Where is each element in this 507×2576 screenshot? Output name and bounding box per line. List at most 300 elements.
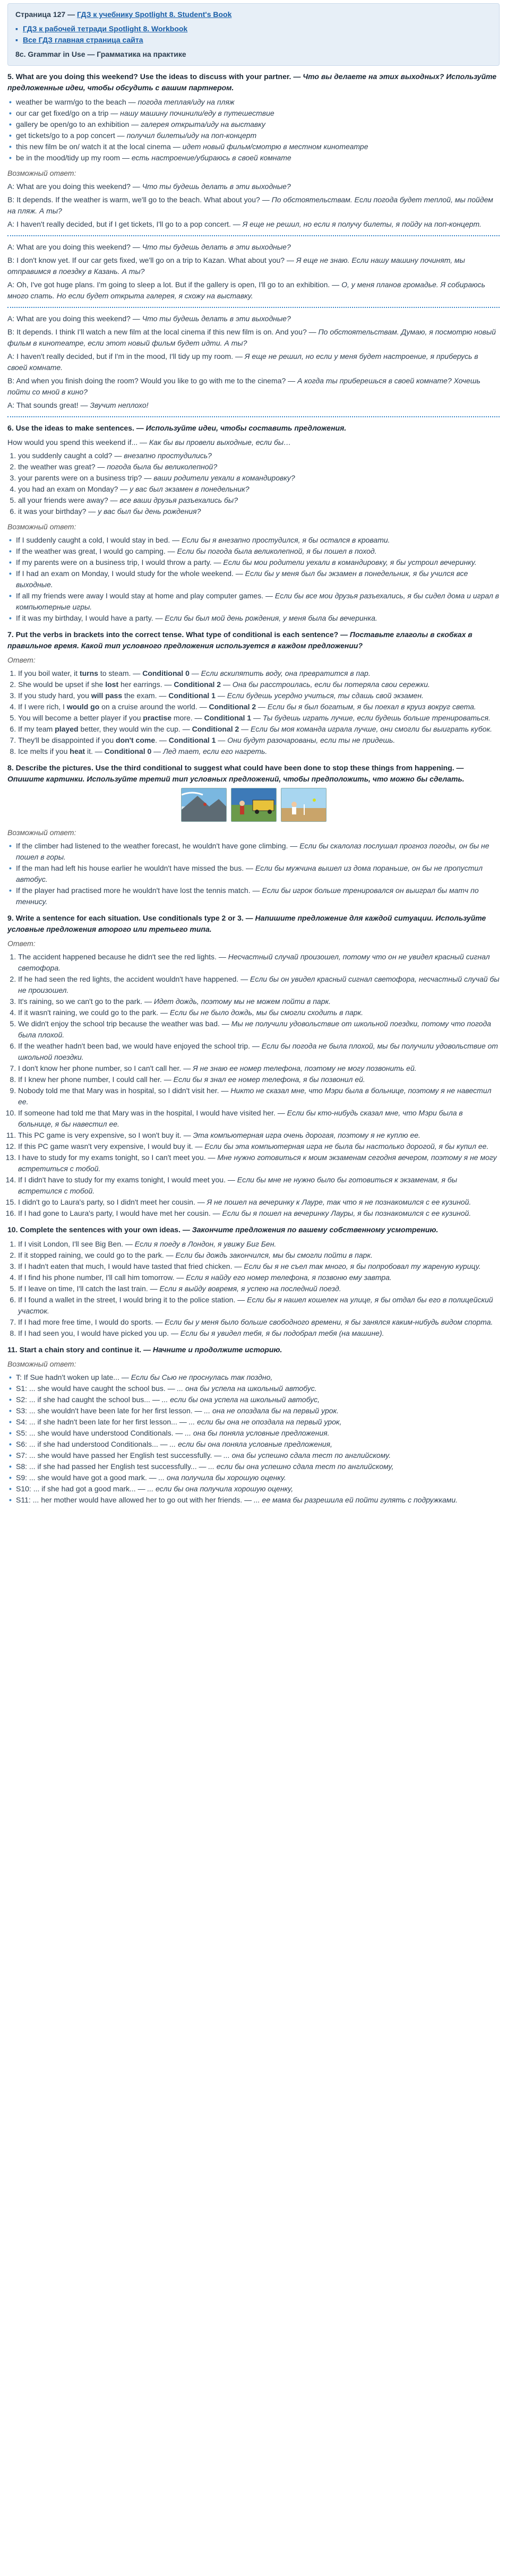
sentence-part: Conditional 1 xyxy=(168,691,216,700)
exercise-title-en: 11. Start a chain story and continue it. xyxy=(7,1345,142,1354)
sentence-part: Conditional 2 xyxy=(174,680,221,689)
list-item: • If I suddenly caught a cold, I would stay in bed. — Если бы я внезапно простудился, я бы остался в кровати. xyxy=(7,535,500,546)
list-item-ru: Если бы эта компьютерная игра не была бы настолько дорогой, я бы купил ее. xyxy=(204,1142,489,1150)
list-item-en: T: If Sue hadn't woken up late... xyxy=(16,1373,119,1381)
list-item-ru: галерея открыта/иду на выставку xyxy=(141,120,265,128)
dialogue-line: A: What are you doing this weekend? — Что ты будешь делать в эти выходные? xyxy=(7,182,291,191)
sentence-part: on a cruise around the world. xyxy=(99,702,197,711)
sentence-part: played xyxy=(55,725,79,733)
list-item: 3. your parents were on a business trip? — ваши родители уехали в командировку? xyxy=(18,473,500,484)
list-item-ru: все ваши друзья разъехались бы? xyxy=(119,496,238,504)
list-item-ru: Если бы я не съел так много, я бы попробовал ту жареную курицу. xyxy=(244,1262,481,1270)
list-item-en: If the player had practised more he wouldn't have lost the tennis match. xyxy=(16,886,251,895)
list-item-ru: Несчастный случай произошел, потому что он не увидел красный сигнал светофора. xyxy=(18,952,490,972)
list-item xyxy=(18,724,500,735)
sentence-part: Conditional 0 xyxy=(142,669,190,677)
list-item-en: S11: ... her mother would have allowed her to go out with her friends. xyxy=(16,1496,243,1504)
list-item-en: If the climber had listened to the weather forecast, he wouldn't have gone climbing. xyxy=(16,842,288,850)
list-item-en: If I had gone to Laura's party, I would have met her cousin. xyxy=(18,1209,211,1217)
workbook-link[interactable]: ГДЗ к рабочей тетради Spotlight 8. Workbook xyxy=(23,24,188,33)
list-item-ru: Мне нужно готовиться к моим экзаменам сегодня вечером, поэтому я не могу встретиться с тобой. xyxy=(18,1153,497,1173)
list-item: 8. If I knew her phone number, I could call her. — Если бы я знал ее номер телефона, я бы позвонил ей. xyxy=(18,1074,500,1085)
ex11-title xyxy=(7,1344,500,1355)
dialogue-line: B: It depends. I think I'll watch a new film at the local cinema if this new film is on. And you? — По обстоятельствам. Думаю, я посмотрю новый фильм в кинотеатре, если этот новый фильм будет идти. А ты? xyxy=(7,328,496,347)
nav-box xyxy=(7,3,500,66)
list-item-en: The accident happened because he didn't see the red lights. xyxy=(18,952,217,961)
list-item-ru: получил билеты/иду на поп-концерт xyxy=(126,131,257,140)
list-item-en: S4: ... if she hadn't been late for her first lesson... xyxy=(16,1418,177,1426)
list-item: • If it was my birthday, I would have a party. — Если бы был мой день рождения, у меня была бы вечеринка. xyxy=(7,613,500,624)
list-item-ru: Если я выйду вовремя, я успею на последний поезд. xyxy=(159,1284,341,1293)
list-item-en: S9: ... she would have got a good mark. xyxy=(16,1473,147,1482)
picture-1 xyxy=(181,788,227,822)
dialogue xyxy=(7,313,500,411)
page-header xyxy=(15,9,492,20)
dialogue-line-ru: О, у меня планов громадье. Я собираюсь много спать. Но если будет открыта галерея, я схожу на выставку. xyxy=(7,280,486,300)
exercise-title-en: 10. Complete the sentences with your own ideas. xyxy=(7,1225,181,1234)
list-item-ru: ... если бы она не опоздала на первый урок, xyxy=(188,1418,342,1426)
list-item: • be in the mood/tidy up my room — есть настроение/убираюсь в своей комнате xyxy=(7,152,500,164)
item-list xyxy=(18,951,500,1219)
dialogue xyxy=(7,181,500,230)
dialogue-line-ru: Я еще не решил, но если у меня будет настроение, я приберусь в своей комнате. xyxy=(7,352,478,372)
sentence-part: would go xyxy=(66,702,100,711)
list-item: 4. If I find his phone number, I'll call him tomorrow. — Если я найду его номер телефона, я позвоню ему завтра. xyxy=(18,1272,500,1283)
list-item-en: I don't know her phone number, so I can't call her. xyxy=(18,1064,182,1072)
list-item-ru: Если бы погода была великолепной, я бы пошел в поход. xyxy=(177,547,377,555)
sentence-part: If you study hard, you xyxy=(18,691,91,700)
list-item xyxy=(18,746,500,757)
ex10-title xyxy=(7,1224,500,1235)
list-item-en: Nobody told me that Mary was in hospital, so I didn't visit her. xyxy=(18,1086,219,1095)
pictures xyxy=(7,788,500,822)
sentence-part: — xyxy=(131,669,143,677)
list-item: 14. If I didn't have to study for my exams tonight, I would meet you. — Если бы мне не нужно было бы готовиться к экзаменам, я бы встретился с тобой. xyxy=(18,1174,500,1197)
dialogue-line-en: A: Oh, I've got huge plans. I'm going to sleep a lot. But if the gallery is open, I'll go to an exhibition. xyxy=(7,280,330,289)
list-item-en: If all my friends were away I would stay at home and play computer games. xyxy=(16,591,264,600)
list-item-ru: идет новый фильм/смотрю в местном кинотеатре xyxy=(182,142,368,151)
list-item-en: We didn't enjoy the school trip because the weather was bad. xyxy=(18,1019,220,1028)
dialogue-line-ru: Что ты будешь делать в эти выходные? xyxy=(142,314,291,323)
list-item: • this new film be on/ watch it at the local cinema — идет новый фильм/смотрю в местном кинотеатре xyxy=(7,141,500,152)
list-item xyxy=(18,701,500,712)
sentence-part: — Если будешь усердно учиться, ты сдашь свой экзамен. xyxy=(215,691,424,700)
list-item xyxy=(18,690,500,701)
list-item-ru: погода теплая/иду на пляж xyxy=(138,98,235,106)
list-item-ru: погода была бы великолепной? xyxy=(107,462,218,471)
dialogue-line-en: A: I haven't really decided, but if I'm in the mood, I'll tidy up my room. xyxy=(7,352,234,360)
sentence-part: to steam. xyxy=(98,669,131,677)
list-item: • our car get fixed/go on a trip — нашу машину починили/еду в путешествие xyxy=(7,108,500,119)
sentence-part: — xyxy=(192,714,204,722)
sentence-part: Conditional 0 xyxy=(104,747,152,755)
list-item: 2. the weather was great? — погода была бы великолепной? xyxy=(18,461,500,473)
list-item-en: our car get fixed/go on a trip xyxy=(16,109,109,117)
list-item-ru: ... если бы она поняла условные предложения, xyxy=(169,1440,332,1448)
item-list xyxy=(18,450,500,517)
exercise-title-en: 8. Describe the pictures. Use the third conditional to suggest what could have been done to stop these things from happening. xyxy=(7,763,454,772)
section-title: 8c. Grammar in Use — Грамматика на практике xyxy=(15,50,186,58)
list-item-ru: Если бы скалолаз послушал прогноз погоды, он бы не пошел в горы. xyxy=(16,842,489,861)
list-item: • If the climber had listened to the weather forecast, he wouldn't have gone climbing. — Если бы скалолаз послушал прогноз погоды, он бы не пошел в горы. xyxy=(7,840,500,863)
list-item-en: If I had seen you, I would have picked you up. xyxy=(18,1329,169,1337)
list-item: 6. If the weather hadn't been bad, we would have enjoyed the school trip. — Если бы погода не была плохой, мы бы получили удовольствие от школьной поездки. xyxy=(18,1041,500,1063)
nav-link-item xyxy=(15,23,492,35)
list-item: 1. The accident happened because he didn't see the red lights. — Несчастный случай произошел, потому что он не увидел красный сигнал светофора. xyxy=(18,951,500,974)
ex9-title xyxy=(7,913,500,935)
ex6-title xyxy=(7,423,500,434)
list-item: 3. If I hadn't eaten that much, I would have tasted that fried chicken. — Если бы я не съел так много, я бы попробовал ту жареную курицу. xyxy=(18,1261,500,1272)
list-item: 5. all your friends were away? — все ваши друзья разъехались бы? xyxy=(18,495,500,506)
list-item-ru: Мы не получили удовольствие от школьной поездки, потому что погода была плохой. xyxy=(18,1019,492,1039)
list-item-en: your parents were on a business trip? xyxy=(18,474,142,482)
list-item: • T: If Sue hadn't woken up late... — Если бы Сью не проснулась так поздно, xyxy=(7,1372,500,1383)
sentence-part: — xyxy=(92,747,105,755)
gdz-book-link[interactable]: ГДЗ к учебнику Spotlight 8. Student's Book xyxy=(76,10,232,19)
list-item: • If the weather was great, I would go camping. — Если бы погода была великолепной, я бы пошел в поход. xyxy=(7,546,500,557)
sentence-part: — Она бы расстроилась, если бы потеряла свои сережки. xyxy=(221,680,430,689)
picture-drawing xyxy=(182,788,227,822)
list-item-ru: Никто не сказал мне, что Мэри была в больнице, поэтому я не навестил ее. xyxy=(18,1086,492,1106)
list-item-ru: ... она бы успешно сдала тест по английскому. xyxy=(224,1451,391,1459)
dialogue-line: B: It depends. If the weather is warm, we'll go to the beach. What about you? — По обстоятельствам. Если погода будет теплой, мы пойдем на пляж. А ты? xyxy=(7,195,493,215)
sentence-part: will pass xyxy=(91,691,123,700)
sentence-part: her earrings. xyxy=(118,680,162,689)
list-item-en: If I had an exam on Monday, I would study for the whole weekend. xyxy=(16,569,234,578)
list-item: • S1: ... she would have caught the school bus. — ... она бы успела на школьный автобус. xyxy=(7,1383,500,1394)
list-item-en: If I had more free time, I would do sports. xyxy=(18,1318,153,1326)
list-item-ru: Если бы погода не была плохой, мы бы получили удовольствие от школьной поездки. xyxy=(18,1042,499,1061)
picture-2 xyxy=(231,788,277,822)
sentence-part: don't come xyxy=(116,736,156,744)
sentence-part: — Если вскипятить воду, она превратится в пар. xyxy=(189,669,371,677)
dialogue-line-en: A: What are you doing this weekend? xyxy=(7,243,131,251)
list-item xyxy=(18,712,500,724)
dialogue-line: A: What are you doing this weekend? — Что ты будешь делать в эти выходные? xyxy=(7,243,291,251)
list-item: • S7: ... she would have passed her English test successfully. — ... она бы успешно сдала тест по английскому. xyxy=(7,1450,500,1461)
list-item-en: gallery be open/go to an exhibition xyxy=(16,120,130,128)
list-item-ru: Если я найду его номер телефона, я позвоню ему завтра. xyxy=(186,1273,392,1282)
list-item-ru: у вас был бы день рождения? xyxy=(98,507,201,516)
sentence-part: — xyxy=(197,702,209,711)
list-item: 7. I don't know her phone number, so I can't call her. — Я не знаю ее номер телефона, поэтому не могу позвонить ей. xyxy=(18,1063,500,1074)
list-item-ru: Если бы мне не нужно было бы готовиться к экзаменам, я бы встретился с тобой. xyxy=(18,1175,458,1195)
list-item-en: If I suddenly caught a cold, I would stay in bed. xyxy=(16,536,170,544)
list-item-ru: Если бы дождь закончился, мы бы смогли пойти в парк. xyxy=(175,1251,373,1259)
dialogue-line: B: And when you finish doing the room? Would you like to go with me to the cinema? — А когда ты приберешься в своей комнате? Хочешь пойти со мной в кино? xyxy=(7,376,480,396)
list-item: • weather be warm/go to the beach — погода теплая/иду на пляж xyxy=(7,97,500,108)
home-link[interactable]: Все ГДЗ главная страница сайта xyxy=(23,36,143,44)
list-item-ru: ... она получила бы хорошую оценку. xyxy=(158,1473,286,1482)
dialogue-line-ru: Я еще не знаю. Если нашу машину починят, мы отправимся в поездку в Казань. А ты? xyxy=(7,256,465,276)
ex8-title xyxy=(7,762,500,785)
sentence-part: If my team xyxy=(18,725,55,733)
list-item: 6. If I found a wallet in the street, I would bring it to the police station. — Если бы я нашел кошелек на улице, я бы отдал бы его в полицейский участок. xyxy=(18,1294,500,1317)
exercise-title-ru: — Поставьте глаголы в скобках в правильное время. Какой тип условного предложения используется в каждом предложении? xyxy=(7,630,472,650)
list-item-en: S5: ... she would have understood Conditionals. xyxy=(16,1429,174,1437)
list-item: • If the player had practised more he wouldn't have lost the tennis match. — Если бы игрок больше тренировался он выиграл бы матч по теннису. xyxy=(7,885,500,907)
sentence-part: the exam. xyxy=(122,691,157,700)
exercise-title-ru: — Что вы делаете на этих выходных? Используйте предложенные идеи, чтобы обсудить с вашим партнером. xyxy=(7,72,497,92)
list-item-en: S8: ... if she had passed her English test successfully... xyxy=(16,1462,197,1471)
list-item-en: I didn't go to Laura's party, so I didn't meet her cousin. xyxy=(18,1198,195,1206)
list-item-en: it was your birthday? xyxy=(18,507,87,516)
page-label: Страница 127 — xyxy=(15,10,75,19)
dotted-separator xyxy=(7,235,500,236)
list-item-en: S1: ... she would have caught the school bus. xyxy=(16,1384,166,1393)
sentence-part: — xyxy=(180,725,192,733)
item-list xyxy=(18,1239,500,1339)
dialogue-line-en: A: What are you doing this weekend? xyxy=(7,314,131,323)
ex5-title xyxy=(7,71,500,93)
dialogue-line: A: I haven't really decided, but if I'm in the mood, I'll tidy up my room. — Я еще не решил, но если у меня будет настроение, я приберусь в своей комнате. xyxy=(7,352,478,372)
conditional-list xyxy=(18,668,500,757)
list-item-ru: Если бы мои родители уехали в командировку, я бы устроил вечеринку. xyxy=(223,558,477,566)
list-item-ru: внезапно простудились? xyxy=(124,451,212,460)
list-item: 4. If it wasn't raining, we could go to the park. — Если бы не было дождь, мы бы смогли сходить в парк. xyxy=(18,1007,500,1018)
dotted-separator xyxy=(7,307,500,308)
dialogue-line-en: A: What are you doing this weekend? xyxy=(7,182,131,191)
dialogue-line-en: A: I haven't really decided, but if I get tickets, I'll go to a pop concert. xyxy=(7,220,231,228)
dialogue-line: A: What are you doing this weekend? — Что ты будешь делать в эти выходные? xyxy=(7,314,291,323)
dotted-separator xyxy=(7,416,500,417)
list-item: 4. you had an exam on Monday? — у вас был экзамен в понедельник? xyxy=(18,484,500,495)
question-en: How would you spend this weekend if... xyxy=(7,438,138,446)
list-item: 10. If someone had told me that Mary was in the hospital, I would have visited her. — Если бы кто-нибудь сказал мне, что Мэри была в больнице, я бы навестил ее. xyxy=(18,1107,500,1130)
dialogue-line-ru: По обстоятельствам. Если погода будет теплой, мы пойдем на пляж. А ты? xyxy=(7,195,493,215)
sentence-part: She would be upset if she xyxy=(18,680,106,689)
question xyxy=(7,437,500,448)
list-item-en: If it stopped raining, we could go to the park. xyxy=(18,1251,164,1259)
list-item-ru: Если бы я пошел на вечеринку Лауры, я бы познакомился с ее кузиной. xyxy=(222,1209,471,1217)
dialogue-line-en: A: That sounds great! xyxy=(7,401,79,409)
sentence-part: — xyxy=(157,691,169,700)
list-item: 7. If I had more free time, I would do sports. — Если бы у меня было больше свободного времени, я бы занялся каким-нибудь видом спорта. xyxy=(18,1317,500,1328)
dialogue xyxy=(7,242,500,302)
list-item-en: If I find his phone number, I'll call him tomorrow. xyxy=(18,1273,175,1282)
list-item-ru: Если бы у меня было больше свободного времени, я бы занялся каким-нибудь видом спорта. xyxy=(165,1318,493,1326)
list-item-en: If I found a wallet in the street, I would bring it to the police station. xyxy=(18,1295,236,1304)
list-item: • S11: ... her mother would have allowed her to go out with her friends. — ... ее мама бы разрешила ей пойти гулять с подружками. xyxy=(7,1495,500,1506)
sentence-part: Conditional 2 xyxy=(192,725,239,733)
exercise-title-ru: — Напишите предложение для каждой ситуации. Используйте условные предложения второго или третьего типа. xyxy=(7,914,486,933)
list-item-en: S10: ... if she had got a good mark... xyxy=(16,1484,136,1493)
list-item: 16. If I had gone to Laura's party, I would have met her cousin. — Если бы я пошел на вечеринку Лауры, я бы познакомился с ее кузиной. xyxy=(18,1208,500,1219)
list-item-en: If I leave on time, I'll catch the last train. xyxy=(18,1284,148,1293)
list-item: • S5: ... she would have understood Conditionals. — ... она бы поняла условные предложения. xyxy=(7,1428,500,1439)
list-item-ru: Если бы игрок больше тренировался он выиграл бы матч по теннису. xyxy=(16,886,479,906)
list-item-ru: ... если бы она успела на школьный автобус, xyxy=(161,1395,320,1404)
list-item: • If my parents were on a business trip, I would throw a party. — Если бы мои родители уехали в командировку, я бы устроил вечеринку. xyxy=(7,557,500,568)
list-item-en: If it wasn't raining, we could go to the park. xyxy=(18,1008,159,1017)
list-item: • S10: ... if she had got a good mark... — ... если бы она получила хорошую оценку, xyxy=(7,1483,500,1495)
sentence-part: — Ты будешь играть лучше, если будешь больше тренироваться. xyxy=(251,714,491,722)
sentence-part: Conditional 1 xyxy=(204,714,252,722)
sentence-part: They'll be disappointed if you xyxy=(18,736,116,744)
list-item-en: get tickets/go to a pop concert xyxy=(16,131,115,140)
list-item-en: S2: ... if she had caught the school bus... xyxy=(16,1395,150,1404)
list-item-ru: Я не пошел на вечеринку к Лауре, так что я не познакомился с ее кузиной. xyxy=(207,1198,471,1206)
list-item-en: S7: ... she would have passed her English test successfully. xyxy=(16,1451,212,1459)
list-item: • S9: ... she would have got a good mark. — ... она получила бы хорошую оценку. xyxy=(7,1472,500,1483)
list-item: • S3: ... she wouldn't have been late for her first lesson. — ... она не опоздала бы на первый урок. xyxy=(7,1405,500,1416)
sentence-part: heat xyxy=(70,747,85,755)
list-item-en: This PC game is very expensive, so I won't buy it. xyxy=(18,1131,182,1139)
list-item xyxy=(18,668,500,679)
sentence-part: — Если бы я был богатым, я бы поехал в круиз вокруг света. xyxy=(256,702,476,711)
dialogue-line: A: That sounds great! — Звучит неплохо! xyxy=(7,401,149,409)
ex7-title xyxy=(7,629,500,651)
picture-3 xyxy=(281,788,326,822)
list-item-ru: Если я поеду в Лондон, я увижу Биг Бен. xyxy=(134,1240,277,1248)
sentence-part: . xyxy=(155,736,158,744)
exercise-title-en: 7. Put the verbs in brackets into the correct tense. What type of conditional is each sentence? xyxy=(7,630,339,639)
list-item-ru: Если бы Сью не проснулась так поздно, xyxy=(131,1373,273,1381)
exercise-title-ru: — Закончите предложения по вашему собственному усмотрению. xyxy=(182,1225,439,1234)
nav-links xyxy=(15,23,492,46)
sentence-part: You will become a better player if you xyxy=(18,714,143,722)
answer-label: Возможный ответ: xyxy=(7,828,76,837)
list-item-ru: Эта компьютерная игра очень дорогая, поэтому я не куплю ее. xyxy=(193,1131,420,1139)
sentence-part: Ice melts if you xyxy=(18,747,70,755)
sentence-part: — xyxy=(157,736,169,744)
list-item-ru: Если бы я увидел тебя, я бы подобрал тебя (на машине). xyxy=(180,1329,384,1337)
dialogue-line-en: B: It depends. I think I'll watch a new film at the local cinema if this new film is on. And you? xyxy=(7,328,307,336)
list-item: 5. If I leave on time, I'll catch the last train. — Если я выйду вовремя, я успею на последний поезд. xyxy=(18,1283,500,1294)
list-item-ru: ... она бы поняла условные предложения. xyxy=(185,1429,330,1437)
list-item-en: I have to study for my exams tonight, so I can't meet you. xyxy=(18,1153,206,1162)
sentence-part: If you boil water, it xyxy=(18,669,80,677)
list-item-en: If my parents were on a business trip, I would throw a party. xyxy=(16,558,212,566)
list-item-en: all your friends were away? xyxy=(18,496,108,504)
list-item-ru: нашу машину починили/еду в путешествие xyxy=(120,109,274,117)
list-item-ru: Если бы я знал ее номер телефона, я бы позвонил ей. xyxy=(173,1075,365,1084)
answer-label: Возможный ответ: xyxy=(7,1360,76,1368)
list-item-en: If I visit London, I'll see Big Ben. xyxy=(18,1240,124,1248)
dialogue-line-ru: Что ты будешь делать в эти выходные? xyxy=(142,243,291,251)
sentence-part: turns xyxy=(79,669,98,677)
list-item-ru: ... она бы успела на школьный автобус. xyxy=(177,1384,317,1393)
dialogue-line-ru: По обстоятельствам. Думаю, я посмотрю новый фильм в кинотеатре, если этот новый фильм будет идти. А ты? xyxy=(7,328,496,347)
list-item-ru: ... ее мама бы разрешила ей пойти гулять с подружками. xyxy=(253,1496,458,1504)
dialogue-line-ru: Я еще не решил, но если я получу билеты, я пойду на поп-концерт. xyxy=(242,220,482,228)
list-item-en: If he had seen the red lights, the accident wouldn't have happened. xyxy=(18,975,239,983)
list-item-ru: Если бы мужчина вышел из дома пораньше, он бы не пропустил автобус. xyxy=(16,864,483,883)
list-item-en: the weather was great? xyxy=(18,462,96,471)
list-item: 12. If this PC game wasn't very expensive, I would buy it. — Если бы эта компьютерная игра не была бы настолько дорогой, я бы купил ее. xyxy=(18,1141,500,1152)
list-item-en: this new film be on/ watch it at the local cinema xyxy=(16,142,171,151)
list-item-ru: ... если бы она успешно сдала тест по английскому, xyxy=(208,1462,394,1471)
list-item: 6. it was your birthday? — у вас был бы день рождения? xyxy=(18,506,500,517)
list-item-en: If I hadn't eaten that much, I would have tasted that fried chicken. xyxy=(18,1262,233,1270)
list-item-ru: Если бы у меня был бы экзамен в понедельник, я бы учился все выходные. xyxy=(16,569,468,589)
list-item-ru: ... если бы она получила хорошую оценку, xyxy=(147,1484,294,1493)
nav-link-item xyxy=(15,35,492,46)
dialogue-line: A: Oh, I've got huge plans. I'm going to sleep a lot. But if the gallery is open, I'll go to an exhibition. — О, у меня планов громадье. Я собираюсь много спать. Но если будет открыта галерея, я схожу на выставку. xyxy=(7,280,486,300)
list-item: 1. If I visit London, I'll see Big Ben. — Если я поеду в Лондон, я увижу Биг Бен. xyxy=(18,1239,500,1250)
list-item-en: be in the mood/tidy up my room xyxy=(16,153,121,162)
list-item-en: S6: ... if she had understood Conditionals... xyxy=(16,1440,158,1448)
answer-label: Возможный ответ: xyxy=(7,522,76,531)
question-ru: — Как бы вы провели выходные, если бы… xyxy=(140,438,291,446)
list-item-ru: у вас был экзамен в понедельник? xyxy=(130,485,250,493)
exercise-title-en: 9. Write a sentence for each situation. Use conditionals type 2 or 3. xyxy=(7,914,244,922)
sentence-part: lost xyxy=(105,680,119,689)
list-item-en: you suddenly caught a cold? xyxy=(18,451,113,460)
sentence-part: more. xyxy=(171,714,193,722)
dialogue-line-ru: Звучит неплохо! xyxy=(90,401,149,409)
dialogue-line-en: B: And when you finish doing the room? Would you like to go with me to the cinema? xyxy=(7,376,286,385)
sentence-part: — Они будут разочарованы, если ты не придешь. xyxy=(216,736,396,744)
sentence-part: Conditional 1 xyxy=(168,736,216,744)
list-item: • gallery be open/go to an exhibition — галерея открыта/иду на выставку xyxy=(7,119,500,130)
list-item-en: If the weather hadn't been bad, we would have enjoyed the school trip. xyxy=(18,1042,250,1050)
picture-drawing xyxy=(231,788,277,822)
list-item: • S6: ... if she had understood Conditionals... — ... если бы она поняла условные предложения, xyxy=(7,1439,500,1450)
exercise-title-ru: — Используйте идеи, чтобы составить предложения. xyxy=(136,424,347,432)
item-list xyxy=(7,840,500,907)
list-item-ru: есть настроение/убираюсь в своей комнате xyxy=(131,153,291,162)
list-item-en: If the man had left his house earlier he wouldn't have missed the bus. xyxy=(16,864,244,872)
list-item: • S8: ... if she had passed her English test successfully... — ... если бы она успешно сдала тест по английскому, xyxy=(7,1461,500,1472)
sentence-part: practise xyxy=(143,714,171,722)
list-item: • S4: ... if she hadn't been late for her first lesson... — ... если бы она не опоздала на первый урок, xyxy=(7,1416,500,1428)
exercise-title-en: 6. Use the ideas to make sentences. xyxy=(7,424,134,432)
list-item: 2. If he had seen the red lights, the accident wouldn't have happened. — Если бы он увидел красный сигнал светофора, несчастный случай бы не произошел. xyxy=(18,974,500,996)
dialogue-line-en: B: It depends. If the weather is warm, we'll go to the beach. What about you? xyxy=(7,195,260,204)
list-item: • If I had an exam on Monday, I would study for the whole weekend. — Если бы у меня был бы экзамен в понедельник, я бы учился все выходные. xyxy=(7,568,500,590)
list-item: • get tickets/go to a pop concert — получил билеты/иду на поп-концерт xyxy=(7,130,500,141)
list-item-ru: Если бы все мои друзья разъехались, я бы сидел дома и играл в компьютерные игры. xyxy=(16,591,500,611)
list-item xyxy=(18,679,500,690)
sentence-part: — Лед тает, если его нагреть. xyxy=(151,747,268,755)
list-item-en: If it was my birthday, I would have a party. xyxy=(16,614,153,622)
answer-label: Ответ: xyxy=(7,939,36,948)
list-item-ru: Я не знаю ее номер телефона, поэтому не могу позвонить ей. xyxy=(193,1064,417,1072)
dialogue-line: B: I don't know yet. If our car gets fixed, we'll go on a trip to Kazan. What about you? — Я еще не знаю. Если нашу машину починят, мы отправимся в поездку в Казань. А ты? xyxy=(7,256,465,276)
sentence-part: Conditional 2 xyxy=(209,702,256,711)
item-list xyxy=(7,1372,500,1506)
answer-label: Ответ: xyxy=(7,656,36,664)
list-item-en: If the weather was great, I would go camping. xyxy=(16,547,166,555)
list-item-ru: Если бы был мой день рождения, у меня была бы вечеринка. xyxy=(165,614,377,622)
exercise-title-en: 5. What are you doing this weekend? Use the ideas to discuss with your partner. xyxy=(7,72,291,81)
list-item: 3. It's raining, so we can't go to the park. — Идет дождь, поэтому мы не можем пойти в парк. xyxy=(18,996,500,1007)
exercise-title-ru: — Начните и продолжите историю. xyxy=(143,1345,282,1354)
sentence-part: If I were rich, I xyxy=(18,702,67,711)
list-item-en: S3: ... she wouldn't have been late for her first lesson. xyxy=(16,1406,193,1415)
picture-drawing xyxy=(281,788,326,822)
content xyxy=(7,71,500,1506)
list-item-en: If I didn't have to study for my exams tonight, I would meet you. xyxy=(18,1175,226,1184)
list-item: 2. If it stopped raining, we could go to the park. — Если бы дождь закончился, мы бы смогли пойти в парк. xyxy=(18,1250,500,1261)
list-item: 1. you suddenly caught a cold? — внезапно простудились? xyxy=(18,450,500,461)
list-item-ru: Если бы кто-нибудь сказал мне, что Мэри была в больнице, я бы навестил ее. xyxy=(18,1109,463,1128)
answer-label: Возможный ответ: xyxy=(7,169,76,177)
list-item: 5. We didn't enjoy the school trip because the weather was bad. — Мы не получили удовольствие от школьной поездки, потому что погода была плохой. xyxy=(18,1018,500,1041)
list-item: 11. This PC game is very expensive, so I won't buy it. — Эта компьютерная игра очень дорогая, поэтому я не куплю ее. xyxy=(18,1130,500,1141)
list-item-en: If this PC game wasn't very expensive, I would buy it. xyxy=(18,1142,193,1150)
list-item-ru: ... она не опоздала бы на первый урок. xyxy=(204,1406,339,1415)
list-item-ru: Если бы я внезапно простудился, я бы остался в кровати. xyxy=(182,536,390,544)
list-item-ru: Идет дождь, поэтому мы не можем пойти в парк. xyxy=(153,997,331,1006)
list-item-en: you had an exam on Monday? xyxy=(18,485,118,493)
list-item: 13. I have to study for my exams tonight, so I can't meet you. — Мне нужно готовиться к моим экзаменам сегодня вечером, поэтому я не могу встретиться с тобой. xyxy=(18,1152,500,1174)
dialogue-line-ru: А когда ты приберешься в своей комнате? Хочешь пойти со мной в кино? xyxy=(7,376,480,396)
item-list xyxy=(7,535,500,624)
sentence-part: — Если бы моя команда играла лучше, они смогли бы выиграть кубок. xyxy=(239,725,493,733)
dialogue-line-en: B: I don't know yet. If our car gets fixed, we'll go on a trip to Kazan. What about you? xyxy=(7,256,285,264)
